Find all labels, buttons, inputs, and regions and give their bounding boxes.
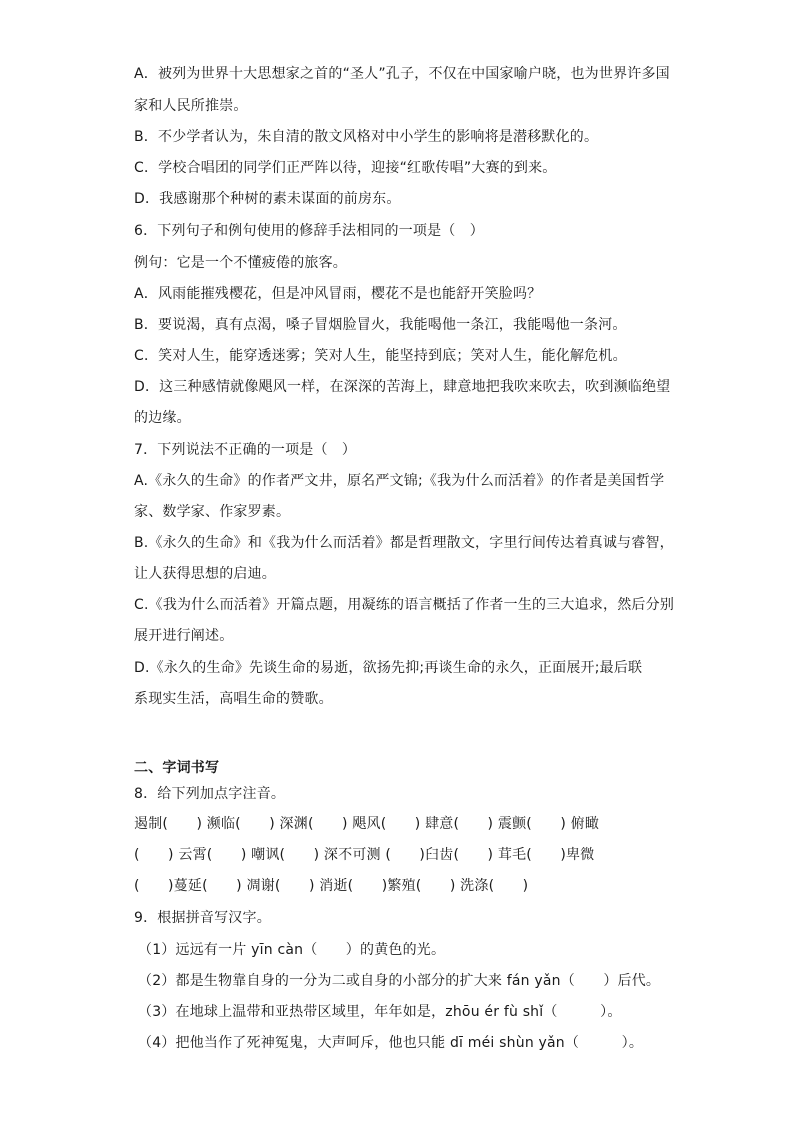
q5-option-d: D．我感谢那个种树的素未谋面的前房东。 [134,191,401,207]
q9-item2: （2）都是生物靠自身的一分为二或自身的小部分的扩大来 fán yǎn（ ）后代。 [138,973,661,989]
q8-stem: 8．给下列加点字注音。 [134,786,286,802]
q8-row3: ( )蔓延( ) 凋谢( ) 消逝( )繁殖( ) 洗涤( ) [134,878,529,894]
q7-stem: 7．下列说法不正确的一项是（ ） [134,442,357,458]
q6-example: 例句：它是一个不懂疲倦的旅客。 [134,255,347,271]
q6-option-a: A．风雨能摧残樱花，但是冲风冒雨，樱花不是也能舒开笑脸吗？ [134,286,542,302]
q7-option-b-line2: 让人获得思想的启迪。 [134,566,276,582]
q6-option-d-line1: D．这三种感情就像飓风一样，在深深的苦海上，肆意地把我吹来吹去，吹到濒临绝望 [134,379,671,395]
q5-option-b: B．不少学者认为，朱自清的散文风格对中小学生的影响将是潜移默化的。 [134,129,599,145]
q9-item4: （4）把他当作了死神冤鬼，大声呵斥，他也只能 dī méi shùn yǎn（ ）。 [138,1035,644,1051]
q5-option-a-line1: A．被列为世界十大思想家之首的“圣人”孔子，不仅在中国家喻户晓，也为世界许多国 [134,66,670,82]
q8-row1: 遏制( ) 濒临( ) 深渊( ) 飓风( ) 肆意( ) 震颤( ) 俯瞰 [134,816,600,832]
q5-option-a-line2: 家和人民所推崇。 [134,98,248,114]
q8-row2: ( ) 云霄( ) 嘲讽( ) 深不可测 ( )臼齿( ) 茸毛( )卑微 [134,847,595,863]
q6-stem: 6．下列句子和例句使用的修辞手法相同的一项是（ ） [134,223,484,239]
q7-option-a-line2: 家、数学家、作家罗素。 [134,504,291,520]
q7-option-d-line2: 系现实生活，高唱生命的赞歌。 [134,691,333,707]
q7-option-c-line1: C.《我为什么而活着》开篇点题，用凝练的语言概括了作者一生的三大追求，然后分别 [134,597,675,613]
q6-option-d-line2: 的边缘。 [134,410,191,426]
q7-option-d-line1: D.《永久的生命》先谈生命的易逝，欲扬先抑;再谈生命的永久，正面展开;最后联 [134,660,643,676]
q6-option-c: C．笑对人生，能穿透迷雾；笑对人生，能坚持到底；笑对人生，能化解危机。 [134,348,627,364]
q7-option-b-line1: B.《永久的生命》和《我为什么而活着》都是哲理散文，字里行间传达着真诚与睿智， [134,535,674,551]
q9-item3: （3）在地球上温带和亚热带区域里，年年如是，zhōu ér fù shǐ（ ）。 [138,1004,622,1020]
section-title: 二、字词书写 [134,760,220,776]
q9-item1: （1）远远有一片 yīn càn（ ）的黄色的光。 [138,942,446,958]
q6-option-b: B．要说渴，真有点渴，嗓子冒烟脸冒火，我能喝他一条江，我能喝他一条河。 [134,317,627,333]
q5-option-c: C．学校合唱团的同学们正严阵以待，迎接“红歌传唱”大赛的到来。 [134,160,557,176]
q9-stem: 9．根据拼音写汉字。 [134,910,271,926]
q7-option-c-line2: 展开进行阐述。 [134,628,234,644]
q7-option-a-line1: A.《永久的生命》的作者严文井，原名严文锦;《我为什么而活着》的作者是美国哲学 [134,473,665,489]
